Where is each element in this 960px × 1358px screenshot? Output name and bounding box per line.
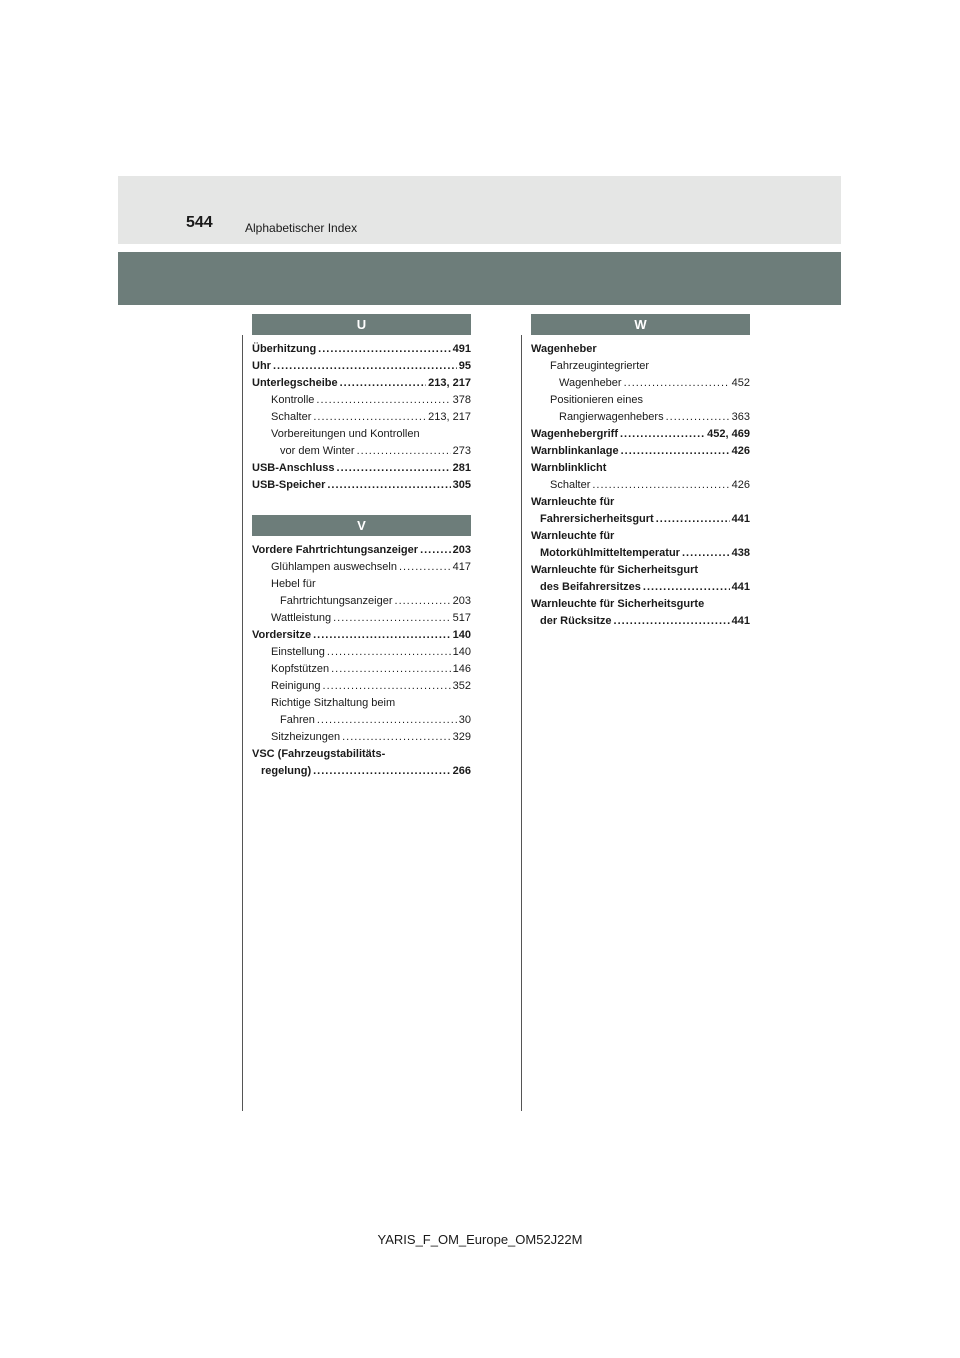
index-entry	[531, 511, 750, 528]
index-entry-heading: Warnleuchte für	[531, 496, 615, 508]
dot-leader	[331, 661, 451, 678]
index-entry	[252, 542, 471, 559]
index-entry-term: Kontrolle	[271, 394, 315, 406]
index-entry-term: USB-Anschluss	[252, 462, 335, 474]
index-entry-page: 273	[452, 445, 471, 457]
section-gap	[252, 494, 471, 515]
index-entry	[252, 341, 471, 358]
index-entry-term: Wattleistung	[271, 612, 332, 624]
index-entry-term: regelung)	[261, 765, 312, 777]
index-entry-heading: Warnblinklicht	[531, 462, 607, 474]
dot-leader	[621, 443, 730, 460]
index-entry-term: Reinigung	[271, 680, 321, 692]
index-entry	[531, 613, 750, 630]
index-entry-page: 363	[731, 411, 750, 423]
dot-leader	[624, 375, 730, 392]
index-entry-page: 378	[452, 394, 471, 406]
dot-leader	[420, 542, 451, 559]
index-entry	[252, 729, 471, 746]
index-entry	[252, 392, 471, 409]
index-entry-page: 281	[452, 462, 471, 474]
dot-leader	[337, 460, 451, 477]
section-letter-bar: U	[252, 314, 471, 335]
index-entry-term: Vordere Fahrtrichtungsanzeiger	[252, 544, 419, 556]
index-entry-page: 140	[452, 646, 471, 658]
dot-leader	[317, 712, 457, 729]
document-code: YARIS_F_OM_Europe_OM52J22M	[377, 1232, 583, 1247]
index-entry	[531, 579, 750, 596]
index-entry-heading: Richtige Sitzhaltung beim	[271, 697, 396, 709]
index-entry-term: Motorkühlmitteltemperatur	[540, 547, 680, 559]
dot-leader	[342, 729, 451, 746]
index-entry-term: Rangierwagenhebers	[559, 411, 664, 423]
dot-leader	[643, 579, 730, 596]
dot-leader	[682, 545, 730, 562]
index-entry-heading: Hebel für	[271, 578, 316, 590]
index-entry-term: Kopfstützen	[271, 663, 330, 675]
index-entry-term: Warnblinkanlage	[531, 445, 619, 457]
index-entry	[252, 593, 471, 610]
index-entry-page: 95	[458, 360, 471, 372]
index-entry	[531, 443, 750, 460]
index-entry-page: 491	[452, 343, 471, 355]
dot-leader	[357, 443, 451, 460]
index-entry-page: 203	[452, 595, 471, 607]
index-entry-page: 441	[731, 581, 750, 593]
index-entry	[531, 426, 750, 443]
dot-leader	[340, 375, 427, 392]
dot-leader	[592, 477, 729, 494]
dot-leader	[614, 613, 730, 630]
index-entry	[531, 477, 750, 494]
index-entry	[252, 477, 471, 494]
index-entry-term: Unterlegscheibe	[252, 377, 338, 389]
header-dark-band	[118, 252, 841, 305]
index-entry-page: 452, 469	[707, 428, 750, 440]
index-entry	[252, 460, 471, 477]
index-entry-term: Fahrersicherheitsgurt	[540, 513, 654, 525]
index-entry-page: 426	[731, 479, 750, 491]
index-entry-page: 213, 217	[428, 411, 471, 423]
index-entry-page: 452	[731, 377, 750, 389]
index-entry-term: der Rücksitze	[540, 615, 612, 627]
index-entry-list	[252, 536, 471, 780]
index-entry-page: 417	[452, 561, 471, 573]
index-entry	[252, 644, 471, 661]
index-entry-list	[252, 335, 471, 494]
index-entry-page: 517	[452, 612, 471, 624]
dot-leader	[620, 426, 705, 443]
page-number: 544	[186, 214, 213, 231]
dot-leader	[313, 627, 451, 644]
index-entry-term: des Beifahrersitzes	[540, 581, 641, 593]
index-entry	[252, 712, 471, 729]
dot-leader	[313, 409, 426, 426]
dot-leader	[316, 392, 450, 409]
index-entry-term: Sitzheizungen	[271, 731, 341, 743]
index-entry	[531, 409, 750, 426]
index-column-left	[252, 314, 471, 780]
index-entry-term: Glühlampen auswechseln	[271, 561, 397, 573]
index-entry-heading: Warnleuchte für	[531, 530, 615, 542]
index-entry-term: Einstellung	[271, 646, 325, 658]
index-entry-term: USB-Speicher	[252, 479, 326, 491]
page-title: Alphabetischer Index	[245, 221, 358, 235]
index-entry-page: 441	[731, 615, 750, 627]
index-entry-heading: Fahrzeugintegrierter	[550, 360, 650, 372]
index-entry-page: 203	[452, 544, 471, 556]
index-entry-page: 441	[731, 513, 750, 525]
index-entry-page: 146	[452, 663, 471, 675]
index-entry-heading: Positionieren eines	[550, 394, 643, 406]
dot-leader	[327, 477, 450, 494]
dot-leader	[318, 341, 450, 358]
index-entry-heading: Wagenheber	[531, 343, 597, 355]
dot-leader	[333, 610, 451, 627]
index-entry-term: Wagenhebergriff	[531, 428, 618, 440]
dot-leader	[399, 559, 451, 576]
index-entry	[252, 661, 471, 678]
index-entry	[252, 627, 471, 644]
index-entry-heading: Warnleuchte für Sicherheitsgurt	[531, 564, 699, 576]
index-entry-term: Überhitzung	[252, 343, 317, 355]
index-entry-term: Schalter	[550, 479, 591, 491]
index-entry-page: 438	[731, 547, 750, 559]
dot-leader	[666, 409, 730, 426]
index-entry-page: 30	[458, 714, 471, 726]
section-letter-bar: V	[252, 515, 471, 536]
index-entry	[252, 559, 471, 576]
index-entry	[252, 409, 471, 426]
index-entry-page: 352	[452, 680, 471, 692]
index-entry-page: 140	[452, 629, 471, 641]
index-column-right	[531, 314, 750, 630]
index-entry-term: Fahren	[280, 714, 315, 726]
index-entry	[531, 545, 750, 562]
dot-leader	[313, 763, 451, 780]
index-entry	[252, 610, 471, 627]
index-entry	[252, 443, 471, 460]
dot-leader	[327, 644, 451, 661]
index-entry	[531, 375, 750, 392]
right-column-rule	[521, 335, 522, 1111]
section-letter-bar: W	[531, 314, 750, 335]
dot-leader	[395, 593, 451, 610]
dot-leader	[273, 358, 457, 375]
index-entry-heading: Vorbereitungen und Kontrollen	[271, 428, 420, 440]
index-entry-term: Wagenheber	[559, 377, 622, 389]
index-entry	[252, 763, 471, 780]
index-entry-page: 426	[731, 445, 750, 457]
dot-leader	[656, 511, 730, 528]
index-entry-page: 305	[452, 479, 471, 491]
index-entry-page: 266	[452, 765, 471, 777]
index-entry-page: 213, 217	[428, 377, 471, 389]
index-entry-term: Schalter	[271, 411, 312, 423]
index-entry	[252, 358, 471, 375]
index-entry	[252, 678, 471, 695]
index-entry-heading: VSC (Fahrzeugstabilitäts-	[252, 748, 386, 760]
header-band	[118, 176, 841, 244]
index-entry-heading: Warnleuchte für Sicherheitsgurte	[531, 598, 705, 610]
left-column-rule	[242, 335, 243, 1111]
index-entry-term: vor dem Winter	[280, 445, 355, 457]
index-entry-term: Fahrtrichtungsanzeiger	[280, 595, 393, 607]
index-entry-term: Vordersitze	[252, 629, 312, 641]
dot-leader	[323, 678, 451, 695]
index-entry	[252, 375, 471, 392]
index-entry-term: Uhr	[252, 360, 271, 372]
index-entry-list	[531, 335, 750, 630]
index-entry-page: 329	[452, 731, 471, 743]
